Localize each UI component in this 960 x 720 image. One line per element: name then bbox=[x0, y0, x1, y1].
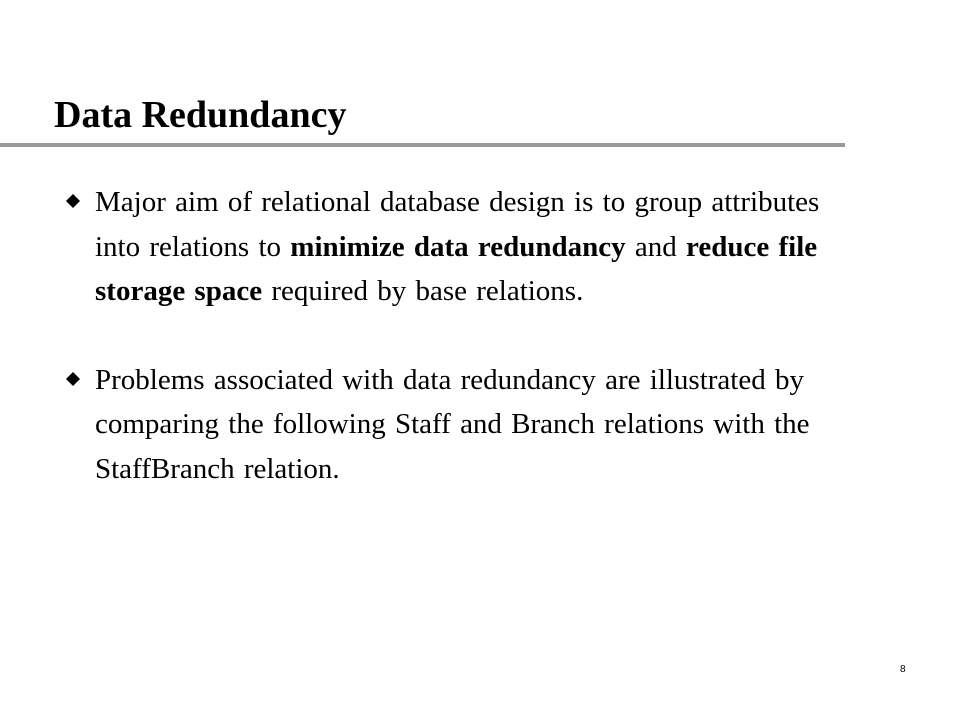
bullet-list bbox=[60, 180, 820, 491]
bullet-text-segment: Problems associated with data redundancy are illustrated by comparing the following Staff and Branch relations with the StaffBranch relation. bbox=[95, 363, 810, 485]
page-number: 8 bbox=[900, 664, 906, 675]
slide-title: Data Redundancy bbox=[54, 94, 347, 136]
bullet-text-segment: Major aim of relational database design is to group attributes into relations to bbox=[95, 186, 820, 263]
bullet-text bbox=[95, 364, 810, 485]
title-underline-rule bbox=[0, 143, 845, 147]
bullet-text-emphasis: reduce file storage space bbox=[95, 230, 818, 307]
bullet-text bbox=[95, 186, 819, 307]
diamond-bullet-icon bbox=[66, 194, 80, 208]
diamond-bullet-icon bbox=[66, 372, 80, 386]
bullet-item-redundancy-problems bbox=[60, 358, 820, 492]
bullet-text-segment: and bbox=[625, 230, 687, 263]
bullet-text-segment: required by base relations. bbox=[262, 275, 584, 307]
bullet-item-design-aim bbox=[60, 180, 820, 314]
bullet-text-emphasis: minimize data redundancy bbox=[290, 230, 626, 263]
